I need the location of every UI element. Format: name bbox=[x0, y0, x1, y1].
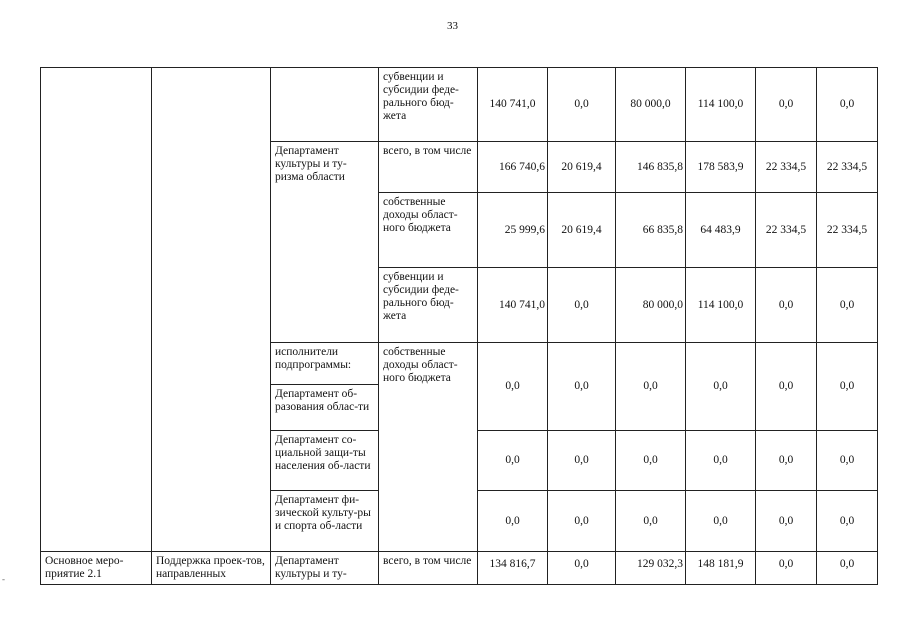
funding-source-cell: субвенции и субсидии феде-ральногo бюд-жета bbox=[379, 68, 478, 142]
value-cell: 22 334,5 bbox=[817, 142, 878, 193]
value-cell: 0,0 bbox=[756, 431, 817, 491]
table-row bbox=[41, 552, 878, 585]
value-total-cell: 0,0 bbox=[478, 491, 548, 552]
value-total-cell: 166 740,6 bbox=[478, 142, 548, 193]
activity-name-cell: Поддержка проек-тов, направленных bbox=[152, 552, 271, 585]
value-cell: 22 334,5 bbox=[756, 142, 817, 193]
page-number: 33 bbox=[447, 20, 458, 32]
value-cell: 0,0 bbox=[616, 343, 686, 431]
executor-cell: Департамент об-разования облас-ти bbox=[271, 385, 379, 431]
value-cell: 0,0 bbox=[548, 268, 616, 343]
value-total-cell: 0,0 bbox=[478, 343, 548, 431]
value-cell: 0,0 bbox=[756, 552, 817, 585]
value-cell: 80 000,0 bbox=[616, 68, 686, 142]
value-cell: 114 100,0 bbox=[686, 68, 756, 142]
margin-mark: - bbox=[2, 574, 5, 584]
program-cell: Основное меро-приятие 2.1 bbox=[41, 552, 152, 585]
activity-name-cell bbox=[152, 68, 271, 552]
value-cell: 0,0 bbox=[548, 68, 616, 142]
value-cell: 148 181,9 bbox=[686, 552, 756, 585]
responsible-cell bbox=[271, 68, 379, 142]
executor-cell: Департамент фи-зической культу-ры и спорта об-ласти bbox=[271, 491, 379, 552]
value-cell: 0,0 bbox=[616, 431, 686, 491]
funding-source-cell: собственные доходы област-ного бюджета bbox=[379, 193, 478, 268]
executor-cell: Департамент со-циальной защи-ты населения об-ласти bbox=[271, 431, 379, 491]
value-cell: 178 583,9 bbox=[686, 142, 756, 193]
value-cell: 64 483,9 bbox=[686, 193, 756, 268]
value-total-cell: 0,0 bbox=[478, 431, 548, 491]
value-cell: 0,0 bbox=[756, 491, 817, 552]
value-total-cell: 25 999,6 bbox=[478, 193, 548, 268]
value-cell: 22 334,5 bbox=[756, 193, 817, 268]
value-cell: 80 000,0 bbox=[616, 268, 686, 343]
value-cell: 0,0 bbox=[548, 343, 616, 431]
budget-table bbox=[40, 67, 878, 585]
value-cell: 20 619,4 bbox=[548, 193, 616, 268]
value-cell: 0,0 bbox=[817, 268, 878, 343]
value-cell: 0,0 bbox=[616, 491, 686, 552]
value-cell: 0,0 bbox=[548, 431, 616, 491]
value-total-cell: 140 741,0 bbox=[478, 268, 548, 343]
value-cell: 0,0 bbox=[817, 552, 878, 585]
responsible-cell: Департамент культуры и ту-ризма области bbox=[271, 142, 379, 343]
table-row bbox=[41, 68, 878, 142]
executors-heading-cell: исполнители подпрограммы: bbox=[271, 343, 379, 385]
program-cell bbox=[41, 68, 152, 552]
value-cell: 146 835,8 bbox=[616, 142, 686, 193]
value-cell: 0,0 bbox=[817, 431, 878, 491]
value-cell: 129 032,3 bbox=[616, 552, 686, 585]
value-cell: 0,0 bbox=[756, 268, 817, 343]
funding-source-cell: всего, в том числе bbox=[379, 142, 478, 193]
value-cell: 114 100,0 bbox=[686, 268, 756, 343]
value-cell: 0,0 bbox=[686, 431, 756, 491]
value-cell: 20 619,4 bbox=[548, 142, 616, 193]
value-cell: 66 835,8 bbox=[616, 193, 686, 268]
value-cell: 0,0 bbox=[817, 491, 878, 552]
value-cell: 0,0 bbox=[817, 343, 878, 431]
value-cell: 0,0 bbox=[686, 491, 756, 552]
funding-source-cell: всего, в том числе bbox=[379, 552, 478, 585]
funding-source-cell: собственные доходы област-ного бюджета bbox=[379, 343, 478, 552]
value-cell: 0,0 bbox=[756, 68, 817, 142]
value-cell: 0,0 bbox=[686, 343, 756, 431]
value-cell: 22 334,5 bbox=[817, 193, 878, 268]
funding-source-cell: субвенции и субсидии феде-ральногo бюд-жета bbox=[379, 268, 478, 343]
value-cell: 0,0 bbox=[548, 552, 616, 585]
value-cell: 0,0 bbox=[817, 68, 878, 142]
value-total-cell: 134 816,7 bbox=[478, 552, 548, 585]
responsible-cell: Департамент культуры и ту- bbox=[271, 552, 379, 585]
value-total-cell: 140 741,0 bbox=[478, 68, 548, 142]
value-cell: 0,0 bbox=[548, 491, 616, 552]
value-cell: 0,0 bbox=[756, 343, 817, 431]
